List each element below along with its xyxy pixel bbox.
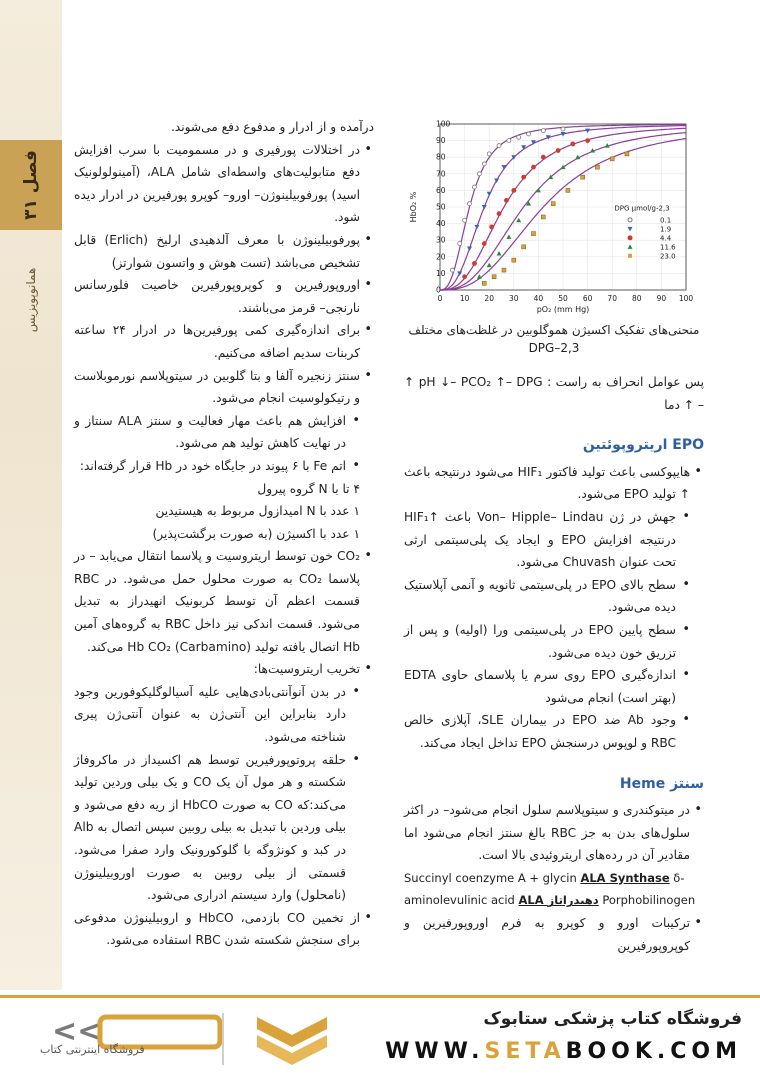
paragraph: ۱ عدد با اکسیژن (به صورت برگشت‌پذیر) xyxy=(152,526,360,541)
x-tick-label: 90 xyxy=(656,294,667,303)
list-item: • پورفوبیلینوژن با معرف آلدهیدی ارلیخ (Erlich) قابل تشخیص می‌باشد (تست هوش و واتسون شوارتز) xyxy=(74,229,374,274)
y-tick-label: 10 xyxy=(436,268,446,278)
data-point xyxy=(531,232,535,236)
enzyme-label: ALA Synthase xyxy=(580,870,670,885)
legend-label: 4.4 xyxy=(660,234,672,243)
data-point xyxy=(487,263,492,268)
setabook-logo-icon xyxy=(22,1007,332,1071)
paragraph: ۴ تا با N گروه پیرول xyxy=(257,481,360,496)
y-axis-label: % HbO₂ xyxy=(409,191,418,223)
y-tick-label: 30 xyxy=(436,235,446,245)
y-tick-label: 40 xyxy=(436,219,446,229)
bullet-list xyxy=(404,461,704,755)
data-point xyxy=(610,157,614,161)
data-point xyxy=(561,165,566,170)
list-item: • سنتز زنجیره آلفا و بتا گلوبین در سیتوپلاسم نورموبلاست و رتیکولوسیت انجام می‌شود. xyxy=(74,365,374,410)
svg-text:<<: << xyxy=(52,1014,103,1049)
data-point xyxy=(512,258,516,262)
y-tick-label: 20 xyxy=(436,252,446,262)
data-point xyxy=(625,152,629,156)
data-point xyxy=(566,188,570,192)
data-point xyxy=(571,142,575,146)
x-tick-label: 50 xyxy=(558,294,568,303)
data-point xyxy=(497,251,502,256)
data-point xyxy=(531,165,535,169)
y-tick-label: 70 xyxy=(436,169,446,179)
data-point xyxy=(556,149,560,153)
list-item: • ترکیبات اورو و کوپرو به فرم اوروپورفیرین و کوپروپورفیرین xyxy=(404,912,704,957)
data-point xyxy=(507,139,511,143)
x-tick-label: 80 xyxy=(632,294,642,303)
x-tick-label: 0 xyxy=(437,294,443,303)
data-point xyxy=(522,245,526,249)
logo-caption: فروشگاه اینترنتی کتاب xyxy=(40,1043,145,1056)
data-point xyxy=(463,275,467,279)
data-point xyxy=(482,242,486,246)
bullet-list xyxy=(74,139,374,478)
url-part: WWW. xyxy=(385,1039,485,1064)
chapter-label: فصل ۳۱ xyxy=(21,150,41,220)
list-item: • حلقه پروتوپورفیرین توسط هم اکسیداز در ماکروفاژ شکسته و هر مول آن یک CO و یک بیلی وردین تولید می‌کند:که CO به صورت HbCO از ریه دفع می‌شود و بیلی وردین با تبدیل به بیلی روبین سپس اتصال به Alb در کبد و کونژوگه با گلوکورونیک وارد صفرا می‌شود. قسمتی از بیلی روبین به صورت اوروبیلینوژن (نامحلول) وارد سیستم ادراری می‌شود. xyxy=(74,749,374,907)
footer-banner xyxy=(0,995,760,1080)
legend-label: 23.0 xyxy=(660,252,676,261)
reaction-line-1 xyxy=(404,867,704,890)
list-item: • هایپوکسی باعث تولید فاکتور HIF₁ می‌شود درنتیجه باعث ↑ تولید EPO می‌شود. xyxy=(404,461,704,506)
list-item: • برای اندازه‌گیری کمی پورفیرین‌ها در ادرار ۲۴ ساعته کربنات سدیم اضافه می‌کنیم. xyxy=(74,319,374,364)
data-point xyxy=(527,132,531,136)
legend-marker xyxy=(628,254,632,258)
footer-divider xyxy=(0,995,760,998)
data-point xyxy=(541,215,545,219)
x-tick-label: 20 xyxy=(484,294,494,303)
list-item: • از تخمین CO بازدمی، HbCO و اروبیلینوژن مدفوعی برای سنجش شکسته شدن RBC استفاده می‌شود. xyxy=(74,907,374,952)
list-item: • اوروپورفیرین و کوپروپورفیرین خاصیت فلورسانس نارنجی– قرمز می‌باشند. xyxy=(74,274,374,319)
legend-title: 2,3-DPG μmol/g xyxy=(614,204,670,213)
reaction-line-2 xyxy=(404,889,704,912)
x-tick-label: 100 xyxy=(678,294,694,303)
url-part: SETA xyxy=(484,1039,566,1064)
data-point xyxy=(492,275,496,279)
oxygen-dissociation-chart xyxy=(404,116,704,321)
data-point xyxy=(586,139,590,143)
data-point xyxy=(541,129,545,133)
bullet-list xyxy=(404,912,704,957)
figure-caption: منحنی‌های تفکیک اکسیژن هموگلوبین در غلظت‌های مختلف 2,3–DPG xyxy=(408,323,700,355)
data-point xyxy=(490,225,494,229)
data-point xyxy=(504,198,508,202)
data-point xyxy=(474,225,479,230)
data-point xyxy=(541,155,545,159)
enzyme-label: ALA دهیدراتاز xyxy=(518,893,599,908)
x-tick-label: 40 xyxy=(533,294,544,303)
y-tick-label: 50 xyxy=(436,202,446,212)
data-point xyxy=(497,212,501,216)
list-item: • افزایش هم باعث مهار فعالیت و سنتز ALA سنتاز و در نهایت کاهش تولید هم می‌شود. xyxy=(74,410,374,455)
section-heading-epo: EPO اریتروپوئتین xyxy=(582,437,704,454)
reaction-formula xyxy=(404,867,704,912)
legend-marker xyxy=(628,218,632,222)
chapter-subject: همانوپویزیس xyxy=(24,267,38,333)
data-point xyxy=(468,202,472,206)
data-point xyxy=(463,218,467,222)
section-heading-heme: سنتز Heme xyxy=(619,775,704,792)
store-url[interactable] xyxy=(385,1039,742,1064)
shift-factors: پس عوامل انحراف به راست : pH ↓– PCO₂ ↑– DPG ↑ – ↑ دما xyxy=(404,375,704,412)
data-point xyxy=(497,144,501,148)
list-item: • اتم Fe با ۶ پیوند در جایگاه خود در Hb قرار گرفته‌اند: xyxy=(74,455,374,478)
list-item: • در بدن آنوآنتی‌بادی‌هایی علیه آسیالوگلیکوفورین وجود دارد بنابراین این آنتی‌ژن به عنوان آنتی‌ژن پیری شناخته می‌شود. xyxy=(74,681,374,749)
data-point xyxy=(506,234,511,239)
data-point xyxy=(516,218,521,223)
product: Porphobilinogen xyxy=(598,893,696,908)
substrate: aminolevulinic acid xyxy=(404,893,519,908)
data-point xyxy=(472,261,476,265)
data-point xyxy=(467,247,472,252)
list-item: • در اختلالات پورفیری و در مسمومیت با سرب افزایش دفع متابولیت‌های واسطه‌ای شامل ALA، (آمینولولونیک اسید) پورفوبیلینوژن– اورو– کوپرو پورفیرین در ادرار دیده شود. xyxy=(74,139,374,229)
list-item: • تخریب اریتروسیت‌ها: xyxy=(74,658,374,681)
list-item: • اندازه‌گیری EPO روی سرم یا پلاسمای حاوی EDTA (بهتر است) انجام می‌شود xyxy=(404,664,704,709)
x-tick-label: 30 xyxy=(509,294,519,303)
data-point xyxy=(512,188,516,192)
paragraph: درآمده و از ادرار و مدفوع دفع می‌شوند. xyxy=(170,120,374,134)
footer-separator xyxy=(222,1013,224,1065)
legend-marker xyxy=(628,244,633,249)
data-point xyxy=(487,152,491,156)
list-item: • سطح پایین EPO در پلی‌سیتمی ورا (اولیه) و پس از تزریق خون دیده می‌شود. xyxy=(404,619,704,664)
y-tick-label: 0 xyxy=(436,285,441,295)
y-tick-label: 60 xyxy=(436,185,446,195)
data-point xyxy=(581,175,585,179)
data-point xyxy=(517,135,521,139)
data-point xyxy=(458,242,462,246)
data-point xyxy=(487,192,492,197)
x-tick-label: 10 xyxy=(459,294,470,303)
data-point xyxy=(450,268,454,272)
x-axis-label: pO₂ (mm Hg) xyxy=(536,305,590,314)
chapter-sidebar xyxy=(0,0,62,990)
list-item: • در میتوکندری و سیتوپلاسم سلول انجام می‌شود– در اکثر سلول‌های بدن به جز RBC بالغ سنتز انجام می‌شود اما مقادیر آن در رده‌های اریتروئیدی بالا است. xyxy=(404,799,704,867)
paragraph: ۱ عدد با N امیدازول مربوط به هیستیدین xyxy=(155,504,360,519)
data-point xyxy=(551,202,555,206)
chart-svg xyxy=(404,116,704,321)
data-point xyxy=(477,274,482,279)
list-item: • CO₂ خون توسط اریتروسیت و پلاسما انتقال می‌یابد – در پلاسما CO₂ به صورت محلول حمل می‌شود. در RBC قسمت اعظم آن توسط کربونیک انهیدراز به تبدیل می‌شود. قسمت اندکی نیز داخل RBC به گروه‌های آمین Hb اتصال یافته تولید Hb CO₂ (Carbamino) می‌کند. xyxy=(74,545,374,658)
bullet-list xyxy=(74,545,374,952)
text-column-secondary xyxy=(404,116,704,957)
product-prefix: δ- xyxy=(669,870,685,885)
url-part: BOOK.COM xyxy=(565,1039,742,1064)
data-point xyxy=(561,127,565,131)
y-tick-label: 80 xyxy=(436,152,446,162)
text-column-main xyxy=(74,116,374,952)
list-item: • جهش در ژن Von– Hipple– Lindau باعث ↑HIF₁ درنتیجه افزایش EPO و ایجاد یک پلی‌سیتمی ارثی تحت عنوان Chuvash می‌شود. xyxy=(404,506,704,574)
legend-label: 11.6 xyxy=(660,243,676,252)
data-point xyxy=(494,178,499,183)
legend-marker xyxy=(628,227,633,232)
reactants: Succinyl coenzyme A + glycin xyxy=(404,870,581,885)
chapter-tab xyxy=(0,140,62,230)
data-point xyxy=(482,162,486,166)
data-point xyxy=(595,165,599,169)
legend-label: 1.9 xyxy=(660,225,672,234)
data-point xyxy=(482,281,486,285)
x-tick-label: 60 xyxy=(582,294,593,303)
data-point xyxy=(477,172,481,176)
bullet-list xyxy=(404,799,704,867)
y-tick-label: 90 xyxy=(436,136,446,146)
data-point xyxy=(502,268,506,272)
list-item: • وجود Ab ضد EPO در بیماران SLE، آپلازی خالص RBC و لوپوس درسنجش EPO تداخل ایجاد می‌کند. xyxy=(404,709,704,754)
data-point xyxy=(472,185,476,189)
store-name: فروشگاه کتاب پزشکی ستابوک xyxy=(483,1009,742,1029)
list-item: • سطح بالای EPO در پلی‌سیتمی ثانویه و آنمی آپلاستیک دیده می‌شود. xyxy=(404,574,704,619)
x-tick-label: 70 xyxy=(607,294,617,303)
legend-label: 0.1 xyxy=(660,216,672,225)
legend-marker xyxy=(628,236,632,240)
y-tick-label: 100 xyxy=(436,119,451,129)
data-point xyxy=(522,175,526,179)
